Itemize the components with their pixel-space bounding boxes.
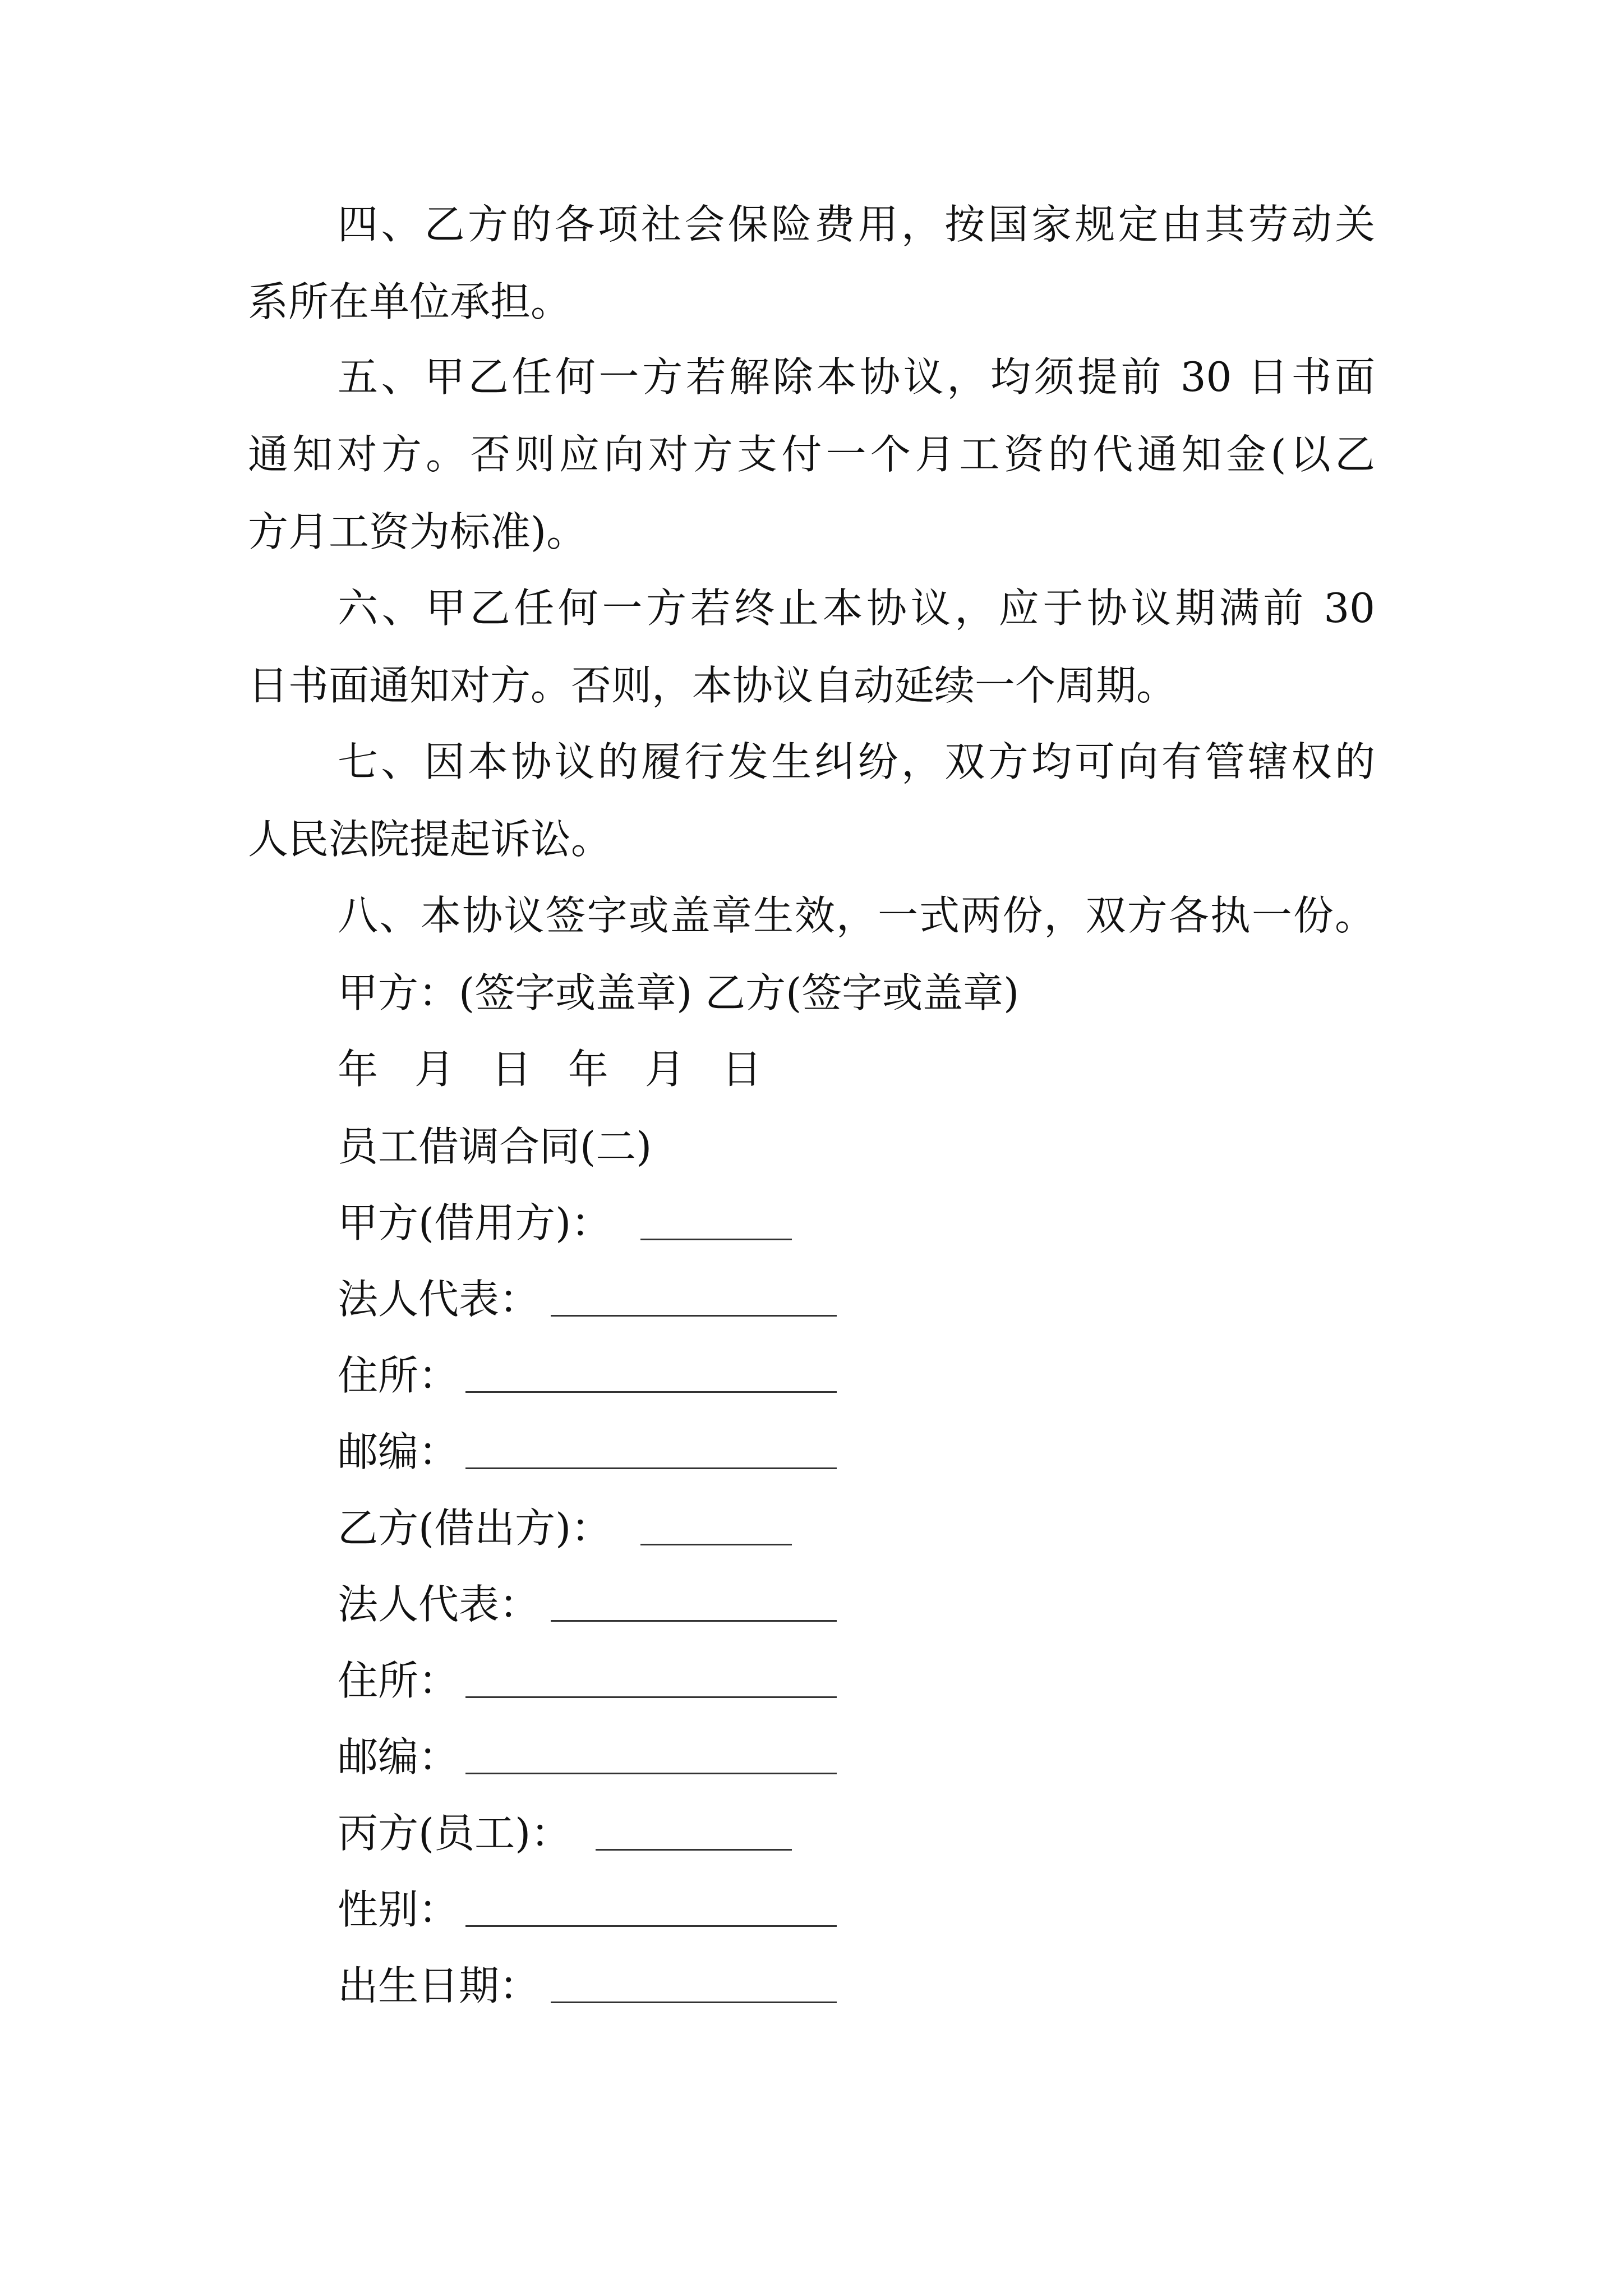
party-b-label: 乙方(借出方)： (338, 1504, 612, 1552)
party-a-address-field (338, 1349, 842, 1402)
party-b-postcode-label: 邮编： (338, 1733, 459, 1780)
party-b-address-field (338, 1654, 842, 1708)
party-a-rep-field (338, 1272, 842, 1326)
party-c-gender-blank[interactable] (465, 1925, 837, 1927)
party-b-rep-blank[interactable] (551, 1620, 837, 1622)
party-a-field (338, 1196, 786, 1250)
signature-line: 甲方：(签字或盖章) 乙方(签字或盖章) (338, 969, 1020, 1016)
date-month-a: 月 (414, 1046, 455, 1093)
clause-4-line-2: 系所在单位承担。 (248, 278, 571, 325)
party-a-label: 甲方(借用方)： (338, 1199, 612, 1246)
date-month-b: 月 (644, 1046, 685, 1093)
clause-4-line-1: 四、乙方的各项社会保险费用，按国家规定由其劳动关 (338, 201, 1375, 248)
party-c-gender-label: 性别： (338, 1886, 459, 1933)
party-c-birth-field (338, 1959, 842, 2013)
date-line (338, 1042, 762, 1096)
party-a-postcode-field (338, 1425, 842, 1479)
party-a-postcode-label: 邮编： (338, 1428, 459, 1475)
party-b-rep-label: 法人代表： (338, 1581, 540, 1628)
party-c-blank[interactable] (596, 1849, 792, 1851)
clause-6-line-1: 六、甲乙任何一方若终止本协议，应于协议期满前 30 (338, 585, 1375, 632)
date-year-b: 年 (568, 1046, 608, 1093)
party-b-rep-field (338, 1577, 842, 1631)
party-b-address-blank[interactable] (465, 1696, 837, 1698)
clause-5-line-3: 方月工资为标准)。 (248, 508, 587, 555)
contract-title: 员工借调合同(二) (338, 1123, 652, 1170)
clause-5-line-1: 五、甲乙任何一方若解除本协议，均须提前 30 日书面 (338, 353, 1375, 401)
date-year-a: 年 (338, 1046, 379, 1093)
party-b-field (338, 1501, 786, 1555)
party-b-blank[interactable] (640, 1544, 792, 1545)
party-c-gender-field (338, 1883, 842, 1936)
party-c-field (338, 1806, 786, 1860)
party-a-address-label: 住所： (338, 1352, 459, 1399)
party-a-postcode-blank[interactable] (465, 1467, 837, 1469)
clause-6-line-2: 日书面通知对方。否则，本协议自动延续一个周期。 (248, 662, 1177, 709)
party-a-rep-label: 法人代表： (338, 1276, 540, 1323)
party-c-birth-label: 出生日期： (338, 1962, 540, 2009)
party-b-address-label: 住所： (338, 1657, 459, 1704)
party-b-postcode-field (338, 1730, 842, 1784)
party-a-blank[interactable] (640, 1239, 792, 1240)
party-a-address-blank[interactable] (465, 1391, 837, 1393)
party-b-postcode-blank[interactable] (465, 1773, 837, 1774)
party-c-label: 丙方(员工)： (338, 1810, 571, 1857)
date-day-a: 日 (491, 1046, 532, 1093)
clause-5-line-2: 通知对方。否则应向对方支付一个月工资的代通知金(以乙 (248, 431, 1375, 478)
clause-7-line-2: 人民法院提起诉讼。 (248, 816, 612, 863)
party-c-birth-blank[interactable] (551, 2001, 837, 2003)
party-a-rep-blank[interactable] (551, 1315, 837, 1317)
date-day-b: 日 (721, 1046, 762, 1093)
clause-7-line-1: 七、因本协议的履行发生纠纷，双方均可向有管辖权的 (338, 738, 1375, 785)
clause-8-line-1: 八、本协议签字或盖章生效，一式两份，双方各执一份。 (338, 892, 1375, 939)
